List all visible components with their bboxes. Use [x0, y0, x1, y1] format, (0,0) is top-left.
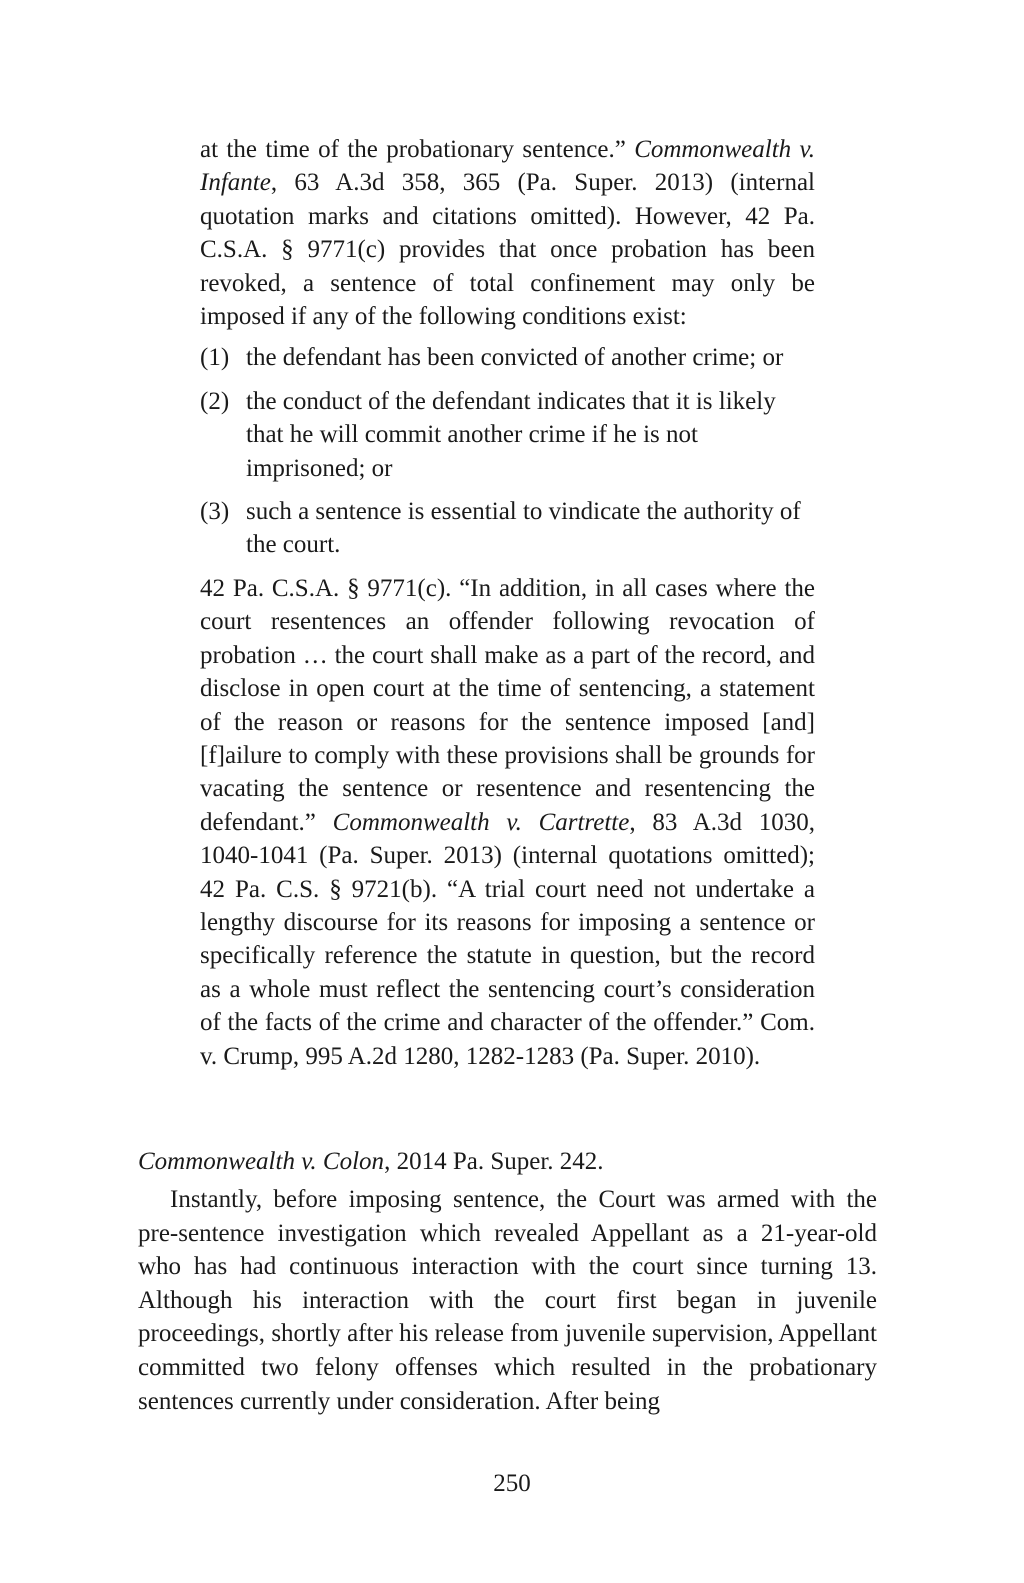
list-item [200, 385, 815, 485]
case-name-colon: Commonwealth v. Colon [138, 1148, 385, 1175]
list-item-text: such a sentence is essential to vindicate the authority of the court. [246, 498, 801, 559]
list-item-number: (2) [200, 387, 230, 415]
case-name-cartrette: Commonwealth v. Cartrette [332, 808, 630, 836]
quote-paragraph-1 [200, 133, 815, 333]
case-name-infante: Commonwealth v. Infante [200, 136, 816, 197]
quote-text: at the time of the probationary sentence.” [200, 136, 635, 163]
block-quote [200, 133, 815, 1073]
quote-text: 42 Pa. C.S.A. § 9771(c). “In addition, in all cases where the court resentences an offender following revocation of probation … the court shall make as a part of the record, and disclose in open court at the time of sentencing, a statement of the reason or reasons for the sentence imposed [and] [f]ailure to comply with these provisions shall be grounds for vacating the sentence or resentence and resentencing the defendant.” [200, 574, 815, 836]
page-number: 250 [493, 1470, 531, 1497]
source-citation [138, 1145, 878, 1178]
citation-reporter: , 2014 Pa. Super. 242. [384, 1148, 604, 1175]
quote-text: , 83 A.3d 1030, 1040-1041 (Pa. Super. 2013) (internal quotations omitted); 42 Pa. C.S. § 9721(b). “A trial court need not undertake a lengthy discourse for its reasons for imposing a sentence or specifically reference the statute in question, but the record as a whole must reflect the sentencing court’s consideration of the facts of the crime and character of the offender.” Com. v. Crump, 995 A.2d 1280, 1282-1283 (Pa. Super. 2010). [200, 808, 815, 1070]
list-item-text: the conduct of the defendant indicates that it is likely that he will commit another crime if he is not imprisoned; or [246, 387, 776, 482]
list-item-number: (3) [200, 498, 230, 526]
list-item [200, 495, 815, 562]
quote-paragraph-2 [200, 572, 815, 1073]
quote-text: , 63 A.3d 358, 365 (Pa. Super. 2013) (internal quotation marks and citations omitted). However, 42 Pa. C.S.A. § 9771(c) provides that once probation has been revoked, a sentence of total confinement may only be imposed if any of the following conditions exist: [200, 169, 815, 331]
body-paragraph: Instantly, before imposing sentence, the Court was armed with the pre-sentence investigation which revealed Appellant as a 21-year-old who has had continuous interaction with the court since turning 13. Although his interaction with the court first began in juvenile proceedings, shortly after his release from juvenile supervision, Appellant committed two felony offenses which resulted in the probationary sentences currently under consideration. After being [138, 1186, 877, 1415]
conditions-list [200, 341, 815, 561]
list-item-text: the defendant has been convicted of another crime; or [246, 344, 784, 372]
list-item [200, 341, 815, 374]
list-item-number: (1) [200, 344, 230, 372]
